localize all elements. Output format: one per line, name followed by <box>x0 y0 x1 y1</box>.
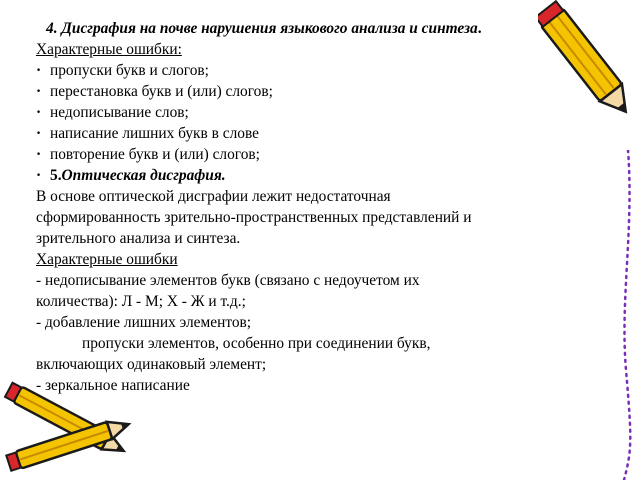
section1-label: Характерные ошибки: <box>36 41 182 58</box>
paragraph-line: сформированность зрительно-пространственных представлений и <box>36 209 472 226</box>
pencil-icon <box>538 0 638 130</box>
error-line: включающих одинаковый элемент; <box>36 356 267 373</box>
bullet-item: · пропуски букв и слогов; <box>36 60 596 81</box>
bullet-item: · написание лишних букв в слове <box>36 123 596 144</box>
slide-text <box>36 18 596 396</box>
bullet-item: · перестановка букв и (или) слогов; <box>36 81 596 102</box>
error-line: - добавление лишних элементов; <box>36 314 252 331</box>
error-line: - недописывание элементов букв (связано с недоучетом их <box>36 272 420 289</box>
heading-5 <box>36 165 596 186</box>
crossed-pencils-icon <box>0 378 140 480</box>
bullet-item: · повторение букв и (или) слогов; <box>36 144 596 165</box>
dotted-border <box>596 150 636 480</box>
error-line: пропуски элементов, особенно при соединении букв, <box>82 335 431 352</box>
bullet-item: · недописывание слов; <box>36 102 596 123</box>
heading-text: Дисграфия на почве нарушения языкового анализа и синтеза <box>61 20 478 37</box>
error-line: количества): Л - М; Х - Ж и т.д.; <box>36 293 246 310</box>
heading-tail: . <box>477 20 482 37</box>
paragraph-line: В основе оптической дисграфии лежит недостаточная <box>36 188 391 205</box>
section3-label: Характерные ошибки <box>36 251 178 268</box>
heading5-number: 5. <box>50 167 62 184</box>
paragraph-line: зрительного анализа и синтеза. <box>36 230 241 247</box>
heading-number: 4. <box>46 20 58 37</box>
error-line: - зеркальное написание <box>36 377 190 394</box>
heading-4 <box>36 18 596 39</box>
heading5-title: Оптическая дисграфия. <box>61 167 226 184</box>
